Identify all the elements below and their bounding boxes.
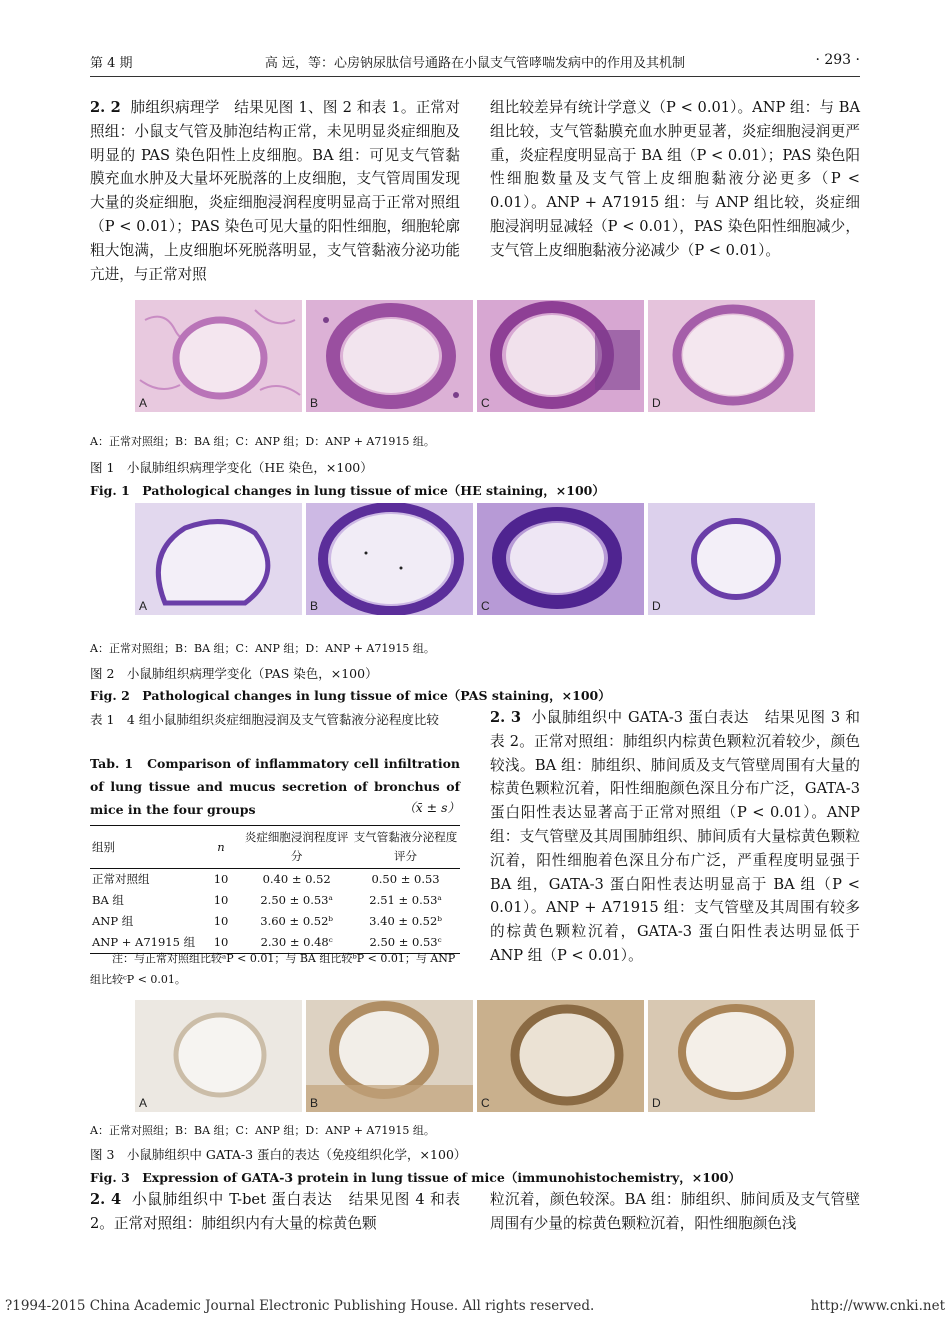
figure-1-panel-c (477, 300, 644, 412)
table-cell: 0.50 ± 0.53 (371, 872, 440, 886)
panel-label-d: D (652, 396, 661, 410)
figure-2-panel-d (648, 503, 815, 615)
he-micrograph (477, 300, 644, 412)
table-row (90, 911, 460, 932)
section-title: 小鼠肺组织中 T-bet 蛋白表达 (131, 1191, 333, 1208)
table-cell: 2.51 ± 0.53ᵃ (369, 893, 442, 907)
section-number: 2. 4 (90, 1191, 122, 1208)
section-title: 肺组织病理学 (130, 99, 220, 116)
table-cell: 2.30 ± 0.48ᶜ (242, 932, 351, 954)
he-micrograph (648, 300, 815, 412)
section-2-4-right-column (490, 1188, 860, 1236)
section-2-2-left-column (90, 96, 460, 286)
panel-label-d: D (652, 599, 661, 613)
panel-label-b: B (310, 599, 319, 613)
section-number: 2. 2 (90, 99, 121, 116)
he-micrograph (135, 300, 302, 412)
figure-2-panel-c (477, 503, 644, 615)
figure-3-panel-a (135, 1000, 302, 1112)
copyright-notice: ?1994-2015 China Academic Journal Electronic Publishing House. All rights reserved. (5, 1298, 595, 1314)
ihc-micrograph (648, 1000, 815, 1112)
table-cell: 2.50 ± 0.53ᶜ (351, 932, 460, 954)
issue-label: 第 4 期 (90, 56, 133, 71)
table-cell: ANP + A71915 组 (90, 932, 200, 954)
section-body: 结果见图 1、图 2 和表 1。正常对照组：小鼠支气管及肺泡结构正常，未见明显炎症细胞及明显的 PAS 染色阳性上皮细胞。BA 组：可见支气管黏膜充血水肿及大量坏死脱落的上皮细胞，支气管周围发现大量的炎症细胞，炎症细胞浸润程度明显高于正常对照组（P < 0.01）；PAS 染色可见大量的阳性细胞，细胞轮廓粗大饱满，上皮细胞坏死脱落明显，支气管黏液分泌功能亢进，与正常对照 (90, 99, 460, 283)
panel-label-b: B (310, 396, 319, 410)
section-body: 结果见图 4 和表 2。正常对照组：肺组织内有大量的棕黄色颗 (90, 1191, 460, 1232)
panel-label-a: A (139, 599, 148, 613)
table-header-inflammation: 炎症细胞浸润程度评分 (242, 826, 351, 869)
figure-2-panel-b (306, 503, 473, 615)
table-cell: 10 (213, 872, 229, 886)
ihc-micrograph (477, 1000, 644, 1112)
section-2-2-right-column (490, 96, 860, 263)
panel-label-d: D (652, 1096, 661, 1110)
panel-label-c: C (481, 1096, 490, 1110)
figure-1-panel-d (648, 300, 815, 412)
running-title: 高 远，等：心房钠尿肽信号通路在小鼠支气管哮喘发病中的作用及其机制 (264, 56, 686, 71)
table-1-statistic: （x̄ ± s） (403, 800, 460, 815)
figure-1-panels (135, 300, 815, 412)
figure-1-caption-en: Fig. 1 Pathological changes in lung tissue of mice（HE staining，×100） (90, 483, 605, 498)
panel-label-c: C (481, 599, 490, 613)
figure-1-caption-cn: 图 1 小鼠肺组织病理学变化（HE 染色，×100） (90, 460, 373, 475)
section-title: 小鼠肺组织中 GATA-3 蛋白表达 (531, 709, 750, 726)
figure-2-caption-en: Fig. 2 Pathological changes in lung tissue of mice（PAS staining，×100） (90, 688, 611, 703)
figure-2-legend: A：正常对照组；B：BA 组；C：ANP 组；D：ANP + A71915 组。 (90, 642, 435, 655)
pas-micrograph (477, 503, 644, 615)
table-1-title-cn: 表 1 4 组小鼠肺组织炎症细胞浸润及支气管黏液分泌程度比较 (90, 712, 439, 727)
figure-3-panels (135, 1000, 815, 1112)
footer-url: http://www.cnki.net (810, 1298, 945, 1314)
figure-2-caption-cn: 图 2 小鼠肺组织病理学变化（PAS 染色，×100） (90, 666, 378, 681)
panel-label-a: A (139, 396, 148, 410)
table-cell: BA 组 (92, 893, 124, 907)
figure-3-caption-cn: 图 3 小鼠肺组织中 GATA-3 蛋白的表达（免疫组织化学，×100） (90, 1147, 467, 1162)
panel-label-a: A (139, 1096, 148, 1110)
figure-3-panel-c (477, 1000, 644, 1112)
ihc-micrograph (135, 1000, 302, 1112)
figure-3-caption-en: Fig. 3 Expression of GATA-3 protein in lung tissue of mice（immunohistochemistry，×100） (90, 1170, 741, 1185)
table-cell: 正常对照组 (92, 872, 150, 886)
table-cell: 3.40 ± 0.52ᵇ (369, 914, 442, 928)
figure-1-panel-a (135, 300, 302, 412)
table-1-title-en: Tab. 1 Comparison of inflammatory cell infiltration of lung tissue and mucus secretion of bronchus of mice in the four groups (90, 756, 460, 817)
figure-2-panels (135, 503, 815, 615)
figure-2-panel-a (135, 503, 302, 615)
figure-3-panel-d (648, 1000, 815, 1112)
table-cell: ANP 组 (92, 914, 134, 928)
pas-micrograph (306, 503, 473, 615)
figure-1-panel-b (306, 300, 473, 412)
page-number: · 293 · (815, 52, 860, 68)
table-cell: 10 (213, 893, 229, 907)
table-header-group: 组别 (90, 826, 200, 869)
table-row (90, 869, 460, 891)
figure-1-legend: A：正常对照组；B：BA 组；C：ANP 组；D：ANP + A71915 组。 (90, 435, 435, 448)
table-cell: 10 (213, 914, 229, 928)
section-body-continued: 组比较差异有统计学意义（P < 0.01）。ANP 组：与 BA 组比较，支气管黏膜充血水肿更显著，炎症细胞浸润更严重，炎症程度明显高于 BA 组（P < 0.01）；PAS 染色阳性细胞数量及支气管上皮细胞黏液分泌更多（P < 0.01）。ANP + A71915 组：与 ANP 组比较，炎症细胞浸润明显减轻（P < 0.01），PAS 染色阳性细胞减少，支气管上皮细胞黏液分泌减少（P < 0.01）。 (490, 99, 860, 259)
panel-label-c: C (481, 396, 490, 410)
table-cell: 3.60 ± 0.52ᵇ (260, 914, 334, 928)
header-rule (90, 76, 860, 77)
running-header (90, 52, 860, 74)
table-header-mucus: 支气管黏液分泌程度评分 (351, 826, 460, 869)
table-1-note: 注：与正常对照组比较ᵃP < 0.01；与 BA 组比较ᵇP < 0.01；与 ANP 组比较ᶜP < 0.01。 (90, 952, 456, 986)
he-micrograph (306, 300, 473, 412)
table-1 (90, 825, 460, 954)
figure-3-panel-b (306, 1000, 473, 1112)
section-2-4-left-column (90, 1188, 460, 1236)
section-number: 2. 3 (490, 709, 522, 726)
section-body: 结果见图 3 和表 2。正常对照组：肺组织内棕黄色颗粒沉着较少，颜色较浅。BA 组：肺组织、肺间质及支气管壁周围有大量的棕黄色颗粒沉着，阳性细胞颜色深且分布广泛，GATA-3 蛋白阳性表达显著高于正常对照组（P < 0.01）。ANP 组：支气管壁及其周围肺组织、肺间质有大量棕黄色颗粒沉着，阳性细胞着色深且分布广泛，严重程度明显强于 BA 组，GATA-3 蛋白阳性表达明显高于 BA 组（P < 0.01）。ANP + A71915 组：支气管壁及其周围有较多的棕黄色颗粒沉着，GATA-3 蛋白阳性表达明显低于 ANP 组（P < 0.01）。 (490, 709, 860, 964)
pas-micrograph (135, 503, 302, 615)
panel-label-b: B (310, 1096, 319, 1110)
section-body-continued: 粒沉着，颜色较深。BA 组：肺组织、肺间质及支气管壁周围有少量的棕黄色颗粒沉着，阳性细胞颜色浅 (490, 1191, 860, 1232)
table-cell: 2.50 ± 0.53ᵃ (260, 893, 333, 907)
ihc-micrograph (306, 1000, 473, 1112)
pas-micrograph (648, 503, 815, 615)
table-cell: 0.40 ± 0.52 (262, 872, 331, 886)
table-row (90, 890, 460, 911)
figure-3-legend: A：正常对照组；B：BA 组；C：ANP 组；D：ANP + A71915 组。 (90, 1124, 435, 1137)
table-cell: 10 (200, 932, 242, 954)
table-header-n: n (200, 826, 242, 869)
section-2-3-column (490, 706, 860, 968)
